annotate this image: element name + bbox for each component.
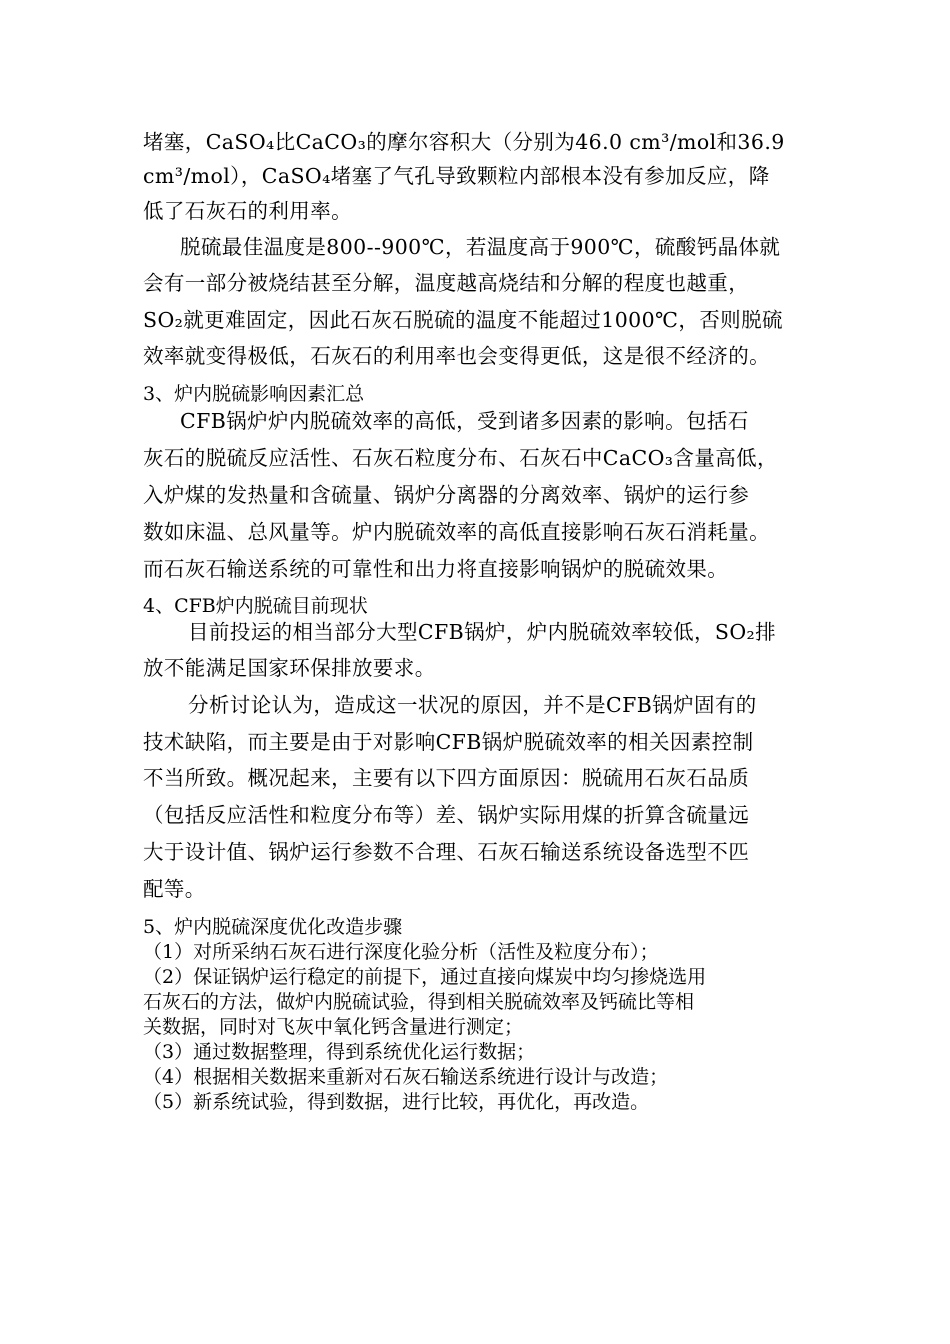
section-heading: 5、炉内脱硫深度优化改造步骤 [143, 916, 403, 938]
body-text-line: 大于设计值、锅炉运行参数不合理、石灰石输送系统设备选型不匹 [143, 840, 750, 864]
body-text-line: 效率就变得极低，石灰石的利用率也会变得更低，这是很不经济的。 [143, 344, 770, 368]
list-item: （3）通过数据整理，得到系统优化运行数据； [143, 1041, 536, 1063]
list-item: （4）根据相关数据来重新对石灰石输送系统进行设计与改造； [143, 1066, 669, 1088]
list-item: 石灰石的方法，做炉内脱硫试验，得到相关脱硫效率及钙硫比等相 [143, 991, 695, 1013]
body-text-line: 技术缺陷，而主要是由于对影响CFB锅炉脱硫效率的相关因素控制 [143, 730, 754, 754]
body-text-line: 目前投运的相当部分大型CFB锅炉，炉内脱硫效率较低，SO₂排 [188, 620, 777, 644]
body-text-line: CFB锅炉炉内脱硫效率的高低，受到诸多因素的影响。包括石 [180, 409, 749, 433]
body-text-line: 入炉煤的发热量和含硫量、锅炉分离器的分离效率、锅炉的运行参 [143, 483, 750, 507]
body-text-line: 堵塞，CaSO₄比CaCO₃的摩尔容积大（分别为46.0 cm³/mol和36.9 [143, 130, 785, 154]
body-text-line: 配等。 [143, 877, 206, 901]
body-text-line: 数如床温、总风量等。炉内脱硫效率的高低直接影响石灰石消耗量。 [143, 520, 770, 544]
body-text-line: cm³/mol），CaSO₄堵塞了气孔导致颗粒内部根本没有参加反应，降 [143, 164, 770, 188]
body-text-line: 灰石的脱硫反应活性、石灰石粒度分布、石灰石中CaCO₃含量高低， [143, 446, 778, 470]
list-item: 关数据，同时对飞灰中氧化钙含量进行测定； [143, 1016, 524, 1038]
body-text-line: 脱硫最佳温度是800--900℃，若温度高于900℃，硫酸钙晶体就 [180, 235, 781, 259]
list-item: （5）新系统试验，得到数据，进行比较，再优化，再改造。 [143, 1091, 650, 1113]
body-text-line: 而石灰石输送系统的可靠性和出力将直接影响锅炉的脱硫效果。 [143, 557, 729, 581]
body-text-line: 不当所致。概况起来，主要有以下四方面原因：脱硫用石灰石品质 [143, 766, 750, 790]
body-text-line: 会有一部分被烧结甚至分解，温度越高烧结和分解的程度也越重， [143, 271, 750, 295]
section-heading: 3、炉内脱硫影响因素汇总 [143, 383, 365, 405]
body-text-line: 低了石灰石的利用率。 [143, 199, 352, 223]
section-heading: 4、CFB炉内脱硫目前现状 [143, 595, 368, 617]
body-text-line: SO₂就更难固定，因此石灰石脱硫的温度不能超过1000℃，否则脱硫 [143, 308, 783, 332]
list-item: （1）对所采纳石灰石进行深度化验分析（活性及粒度分布）； [143, 941, 659, 963]
body-text-line: 分析讨论认为，造成这一状况的原因，并不是CFB锅炉固有的 [188, 693, 757, 717]
list-item: （2）保证锅炉运行稳定的前提下，通过直接向煤炭中均匀掺烧选用 [143, 966, 707, 988]
body-text-line: 放不能满足国家环保排放要求。 [143, 656, 436, 680]
body-text-line: （包括反应活性和粒度分布等）差、锅炉实际用煤的折算含硫量远 [143, 803, 750, 827]
